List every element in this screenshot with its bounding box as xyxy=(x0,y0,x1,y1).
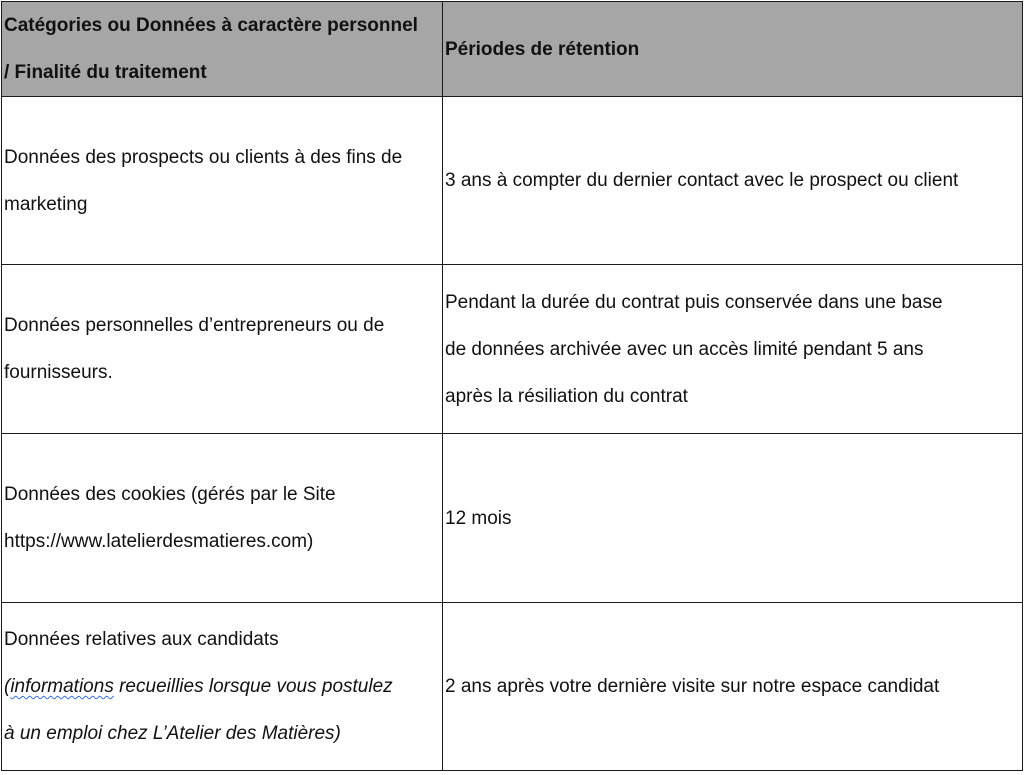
header-category xyxy=(2,2,443,97)
category-line: marketing xyxy=(4,193,88,215)
spellcheck-word: informations xyxy=(10,676,114,697)
retention-line: 3 ans à compter du dernier contact avec le prospect ou client xyxy=(445,170,959,191)
table-row xyxy=(2,97,1023,265)
category-line: Données des prospects ou clients à des fins de xyxy=(4,146,403,168)
category-cell xyxy=(2,434,443,603)
retention-line: Pendant la durée du contrat puis conservée dans une base xyxy=(445,291,943,313)
category-line-rest: recueillies lorsque vous postulez xyxy=(113,676,393,697)
category-line: Données relatives aux candidats xyxy=(4,629,279,650)
category-cell xyxy=(2,265,443,434)
retention-cell xyxy=(443,603,1023,771)
retention-line: après la résiliation du contrat xyxy=(445,385,688,407)
retention-cell xyxy=(443,265,1023,434)
category-cell xyxy=(2,603,443,771)
retention-line: 12 mois xyxy=(445,507,512,529)
open-paren: ( xyxy=(4,676,11,697)
table-row xyxy=(2,265,1023,434)
header-category-line1: Catégories ou Données à caractère personnel xyxy=(4,15,418,36)
header-retention xyxy=(443,2,1023,97)
category-line: Données personnelles d’entrepreneurs ou de xyxy=(4,315,385,336)
retention-table xyxy=(1,1,1023,771)
retention-cell xyxy=(443,434,1023,603)
retention-cell xyxy=(443,97,1023,265)
table-row xyxy=(2,603,1023,771)
header-retention-label: Périodes de rétention xyxy=(445,38,640,60)
table-row xyxy=(2,434,1023,603)
retention-line: 2 ans après votre dernière visite sur notre espace candidat xyxy=(445,676,940,697)
category-line: fournisseurs. xyxy=(4,362,113,383)
category-cell xyxy=(2,97,443,265)
retention-line: de données archivée avec un accès limité pendant 5 ans xyxy=(445,338,924,360)
category-line: https://www.latelierdesmatieres.com) xyxy=(4,531,314,552)
table-header-row xyxy=(2,2,1023,97)
header-category-line2: / Finalité du traitement xyxy=(4,62,207,83)
category-line: Données des cookies (gérés par le Site xyxy=(4,484,336,505)
category-line-italic: à un emploi chez L’Atelier des Matières) xyxy=(4,723,341,744)
category-line-italic xyxy=(4,663,442,710)
